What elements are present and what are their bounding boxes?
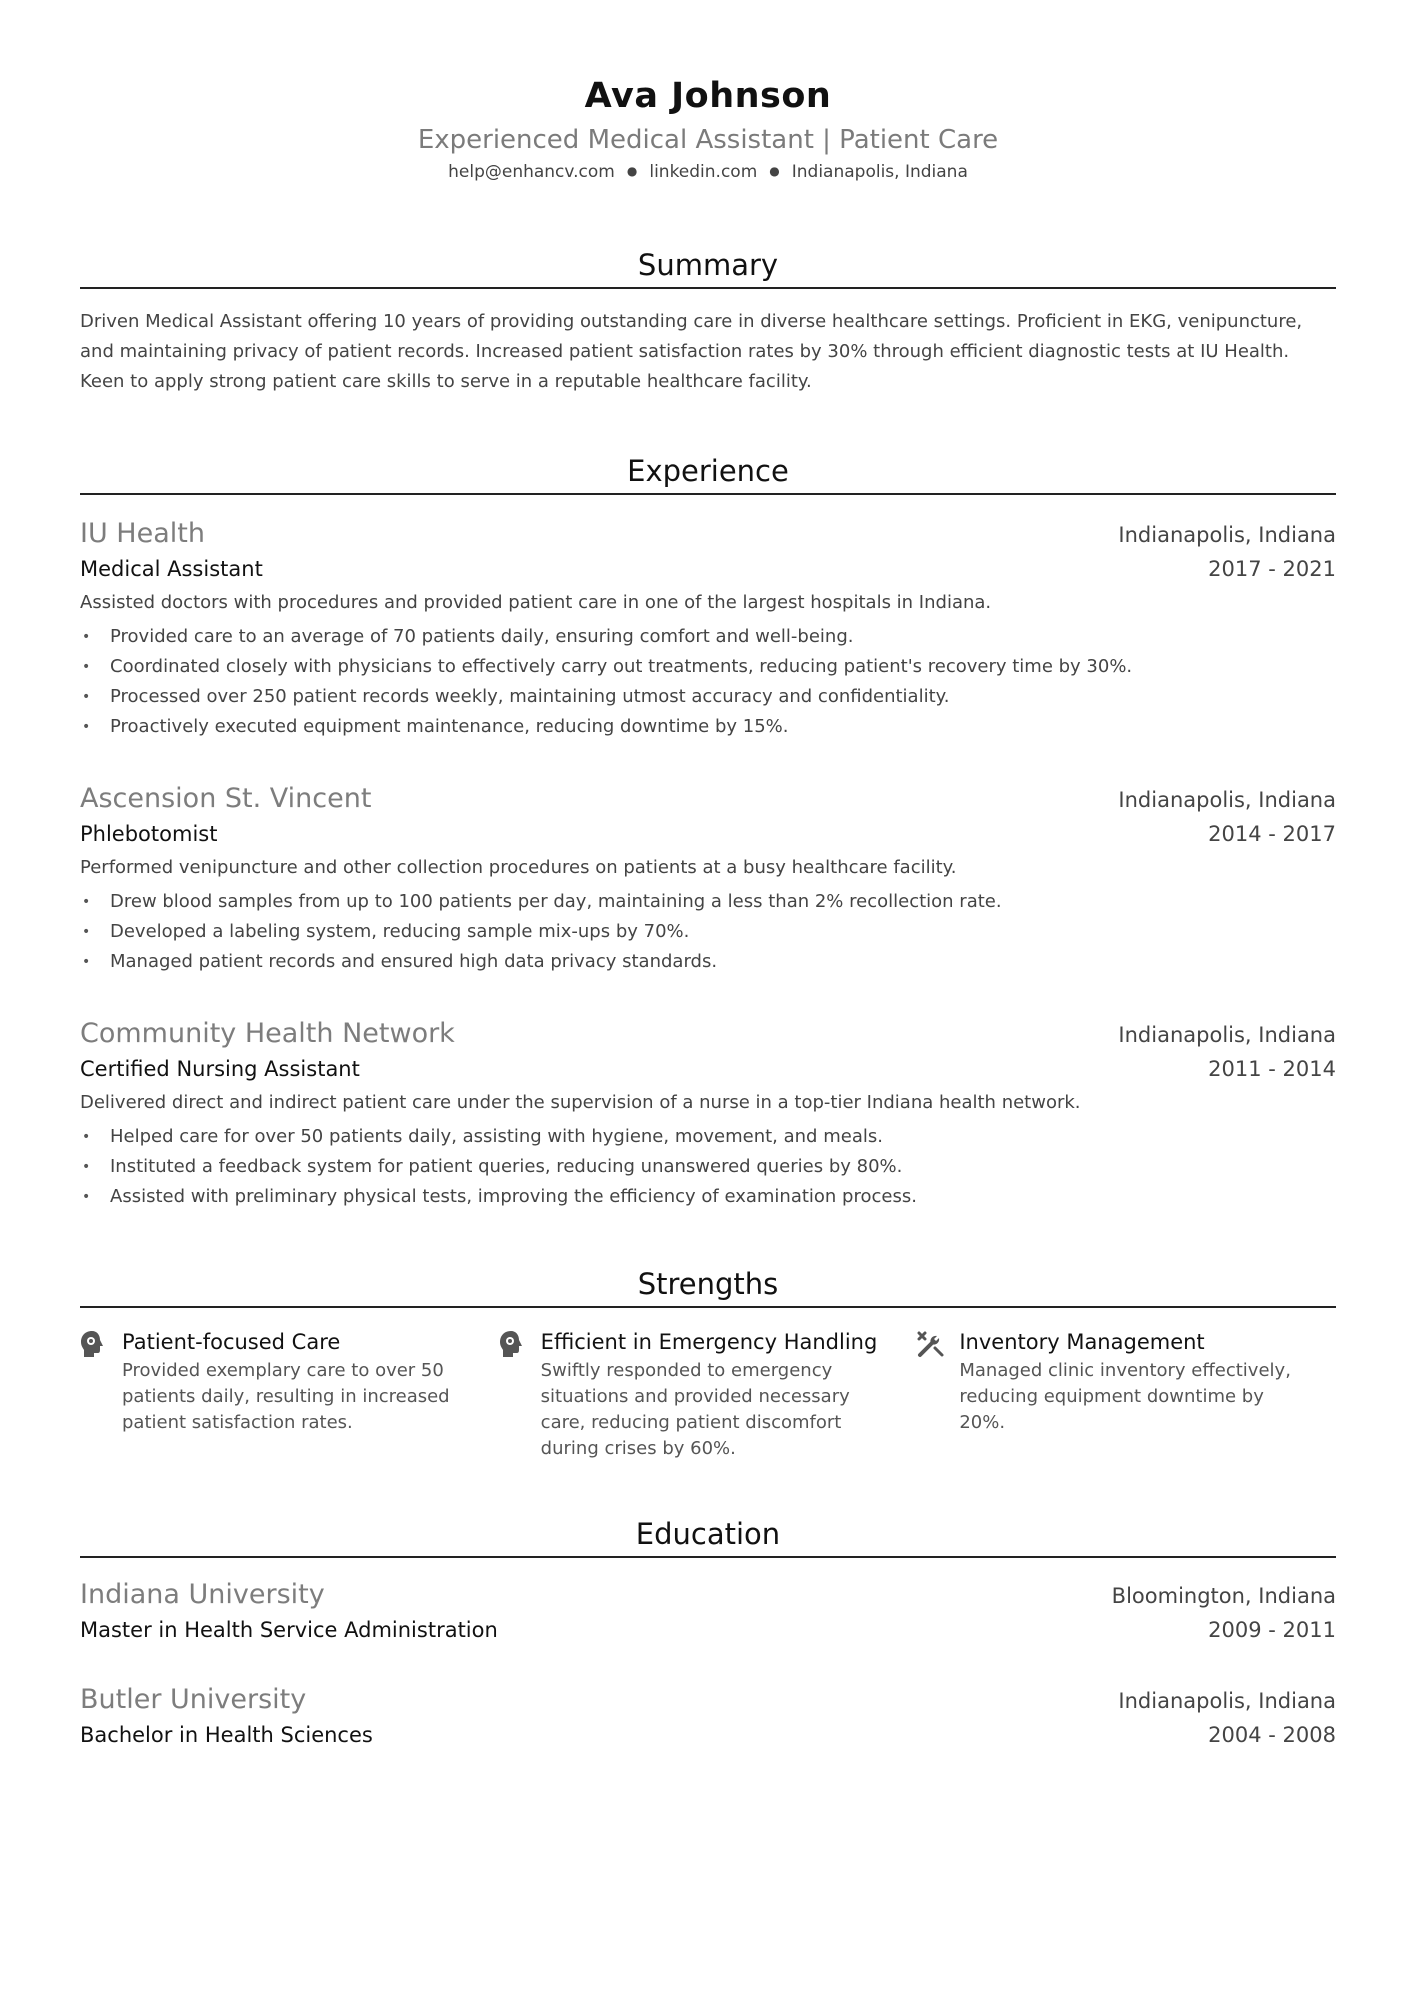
summary-text: Driven Medical Assistant offering 10 years of providing outstanding care in diverse healthcare settings. Proficient in EKG, venipuncture, and maintaining privacy of patient records. Increased patient satisfaction rates by 30% through efficient diagnostic tests at IU Health. Keen to apply strong patient care skills to serve in a reputable healthcare facility. — [80, 311, 1303, 392]
degree-name: Master in Health Service Administration — [80, 1618, 498, 1642]
job-title: Phlebotomist — [80, 822, 218, 846]
experience-entry — [80, 1015, 1336, 1212]
achievement-list — [80, 1122, 1336, 1212]
summary-heading: Summary — [637, 248, 779, 282]
contact-line — [80, 158, 1336, 185]
bullet-icon: • — [82, 924, 91, 940]
strengths-heading: Strengths — [637, 1267, 779, 1301]
tools-icon — [917, 1326, 959, 1462]
achievement-item: • Coordinated closely with physicians to effectively carry out treatments, reducing patient's recovery time by 30%. — [80, 652, 1336, 682]
education-heading: Education — [635, 1517, 781, 1551]
job-dates: 2017 - 2021 — [1208, 557, 1336, 581]
strength-name: Patient-focused Care — [122, 1330, 341, 1354]
achievement-item: • Assisted with preliminary physical tests, improving the efficiency of examination process. — [80, 1182, 1336, 1212]
job-dates: 2011 - 2014 — [1208, 1057, 1336, 1081]
job-location: Indianapolis, Indiana — [1118, 788, 1336, 812]
head-brain-icon — [499, 1326, 541, 1462]
experience-heading: Experience — [627, 454, 789, 488]
experience-section — [80, 451, 1336, 1212]
strength-item — [499, 1326, 918, 1462]
section-divider — [80, 1556, 1336, 1558]
bullet-icon: • — [82, 1189, 91, 1205]
achievement-item: • Provided care to an average of 70 patients daily, ensuring comfort and well-being. — [80, 622, 1336, 652]
bullet-icon: • — [82, 659, 91, 675]
bullet-icon: • — [82, 689, 91, 705]
strengths-section — [80, 1264, 1336, 1462]
company-name: Community Health Network — [80, 1018, 455, 1049]
bullet-icon: • — [82, 629, 91, 645]
achievement-item: • Proactively executed equipment maintenance, reducing downtime by 15%. — [80, 712, 1336, 742]
resume-header — [80, 70, 1336, 185]
strength-item — [917, 1326, 1336, 1462]
bullet-icon: • — [82, 719, 91, 735]
section-divider — [80, 1306, 1336, 1308]
job-description: Performed venipuncture and other collection procedures on patients at a busy healthcare facility. — [80, 857, 957, 878]
job-description: Delivered direct and indirect patient care under the supervision of a nurse in a top-tier Indiana health network. — [80, 1092, 1081, 1113]
achievement-item: • Developed a labeling system, reducing sample mix-ups by 70%. — [80, 917, 1336, 947]
strength-name: Efficient in Emergency Handling — [540, 1330, 878, 1354]
strength-name: Inventory Management — [959, 1330, 1205, 1354]
head-brain-icon — [80, 1326, 122, 1462]
section-divider — [80, 287, 1336, 289]
bullet-icon: • — [82, 1159, 91, 1175]
bullet-icon: • — [82, 1129, 91, 1145]
achievement-list — [80, 887, 1336, 977]
separator-dot: ● — [769, 164, 780, 178]
education-dates: 2009 - 2011 — [1208, 1618, 1336, 1642]
contact-linkedin[interactable]: linkedin.com — [649, 162, 758, 182]
strength-description: Managed clinic inventory effectively, reducing equipment downtime by 20%. — [959, 1360, 1291, 1433]
experience-entry — [80, 515, 1336, 742]
company-name: Ascension St. Vincent — [80, 783, 372, 814]
school-location: Bloomington, Indiana — [1111, 1584, 1336, 1608]
education-entry — [80, 1576, 1336, 1649]
achievement-item: • Managed patient records and ensured high data privacy standards. — [80, 947, 1336, 977]
strength-description: Provided exemplary care to over 50 patients daily, resulting in increased patient satisfaction rates. — [122, 1360, 450, 1433]
candidate-name: Ava Johnson — [584, 76, 832, 116]
strength-item — [80, 1326, 499, 1462]
job-location: Indianapolis, Indiana — [1118, 523, 1336, 547]
strengths-grid — [80, 1326, 1336, 1462]
summary-section — [80, 245, 1336, 397]
contact-location: Indianapolis, Indiana — [791, 162, 968, 182]
strength-description: Swiftly responded to emergency situations and provided necessary care, reducing patient discomfort during crises by 60%. — [540, 1360, 850, 1459]
experience-entry — [80, 780, 1336, 977]
education-section — [80, 1514, 1336, 1754]
degree-name: Bachelor in Health Sciences — [80, 1723, 373, 1747]
school-name: Butler University — [80, 1684, 307, 1715]
achievement-item: • Helped care for over 50 patients daily, assisting with hygiene, movement, and meals. — [80, 1122, 1336, 1152]
achievement-item: • Drew blood samples from up to 100 patients per day, maintaining a less than 2% recollection rate. — [80, 887, 1336, 917]
job-dates: 2014 - 2017 — [1208, 822, 1336, 846]
resume-page — [80, 70, 1336, 1754]
job-location: Indianapolis, Indiana — [1118, 1023, 1336, 1047]
education-entry — [80, 1681, 1336, 1754]
candidate-title: Experienced Medical Assistant | Patient Care — [417, 125, 999, 155]
bullet-icon: • — [82, 954, 91, 970]
contact-email[interactable]: help@enhancv.com — [448, 162, 615, 182]
job-title: Medical Assistant — [80, 557, 263, 581]
achievement-item: • Instituted a feedback system for patient queries, reducing unanswered queries by 80%. — [80, 1152, 1336, 1182]
company-name: IU Health — [80, 518, 205, 549]
school-location: Indianapolis, Indiana — [1118, 1689, 1336, 1713]
achievement-list — [80, 622, 1336, 742]
job-title: Certified Nursing Assistant — [80, 1057, 360, 1081]
job-description: Assisted doctors with procedures and provided patient care in one of the largest hospitals in Indiana. — [80, 592, 992, 613]
separator-dot: ● — [626, 164, 638, 178]
bullet-icon: • — [82, 894, 91, 910]
section-divider — [80, 493, 1336, 495]
education-dates: 2004 - 2008 — [1208, 1723, 1336, 1747]
school-name: Indiana University — [80, 1579, 325, 1610]
achievement-item: • Processed over 250 patient records weekly, maintaining utmost accuracy and confidentiality. — [80, 682, 1336, 712]
